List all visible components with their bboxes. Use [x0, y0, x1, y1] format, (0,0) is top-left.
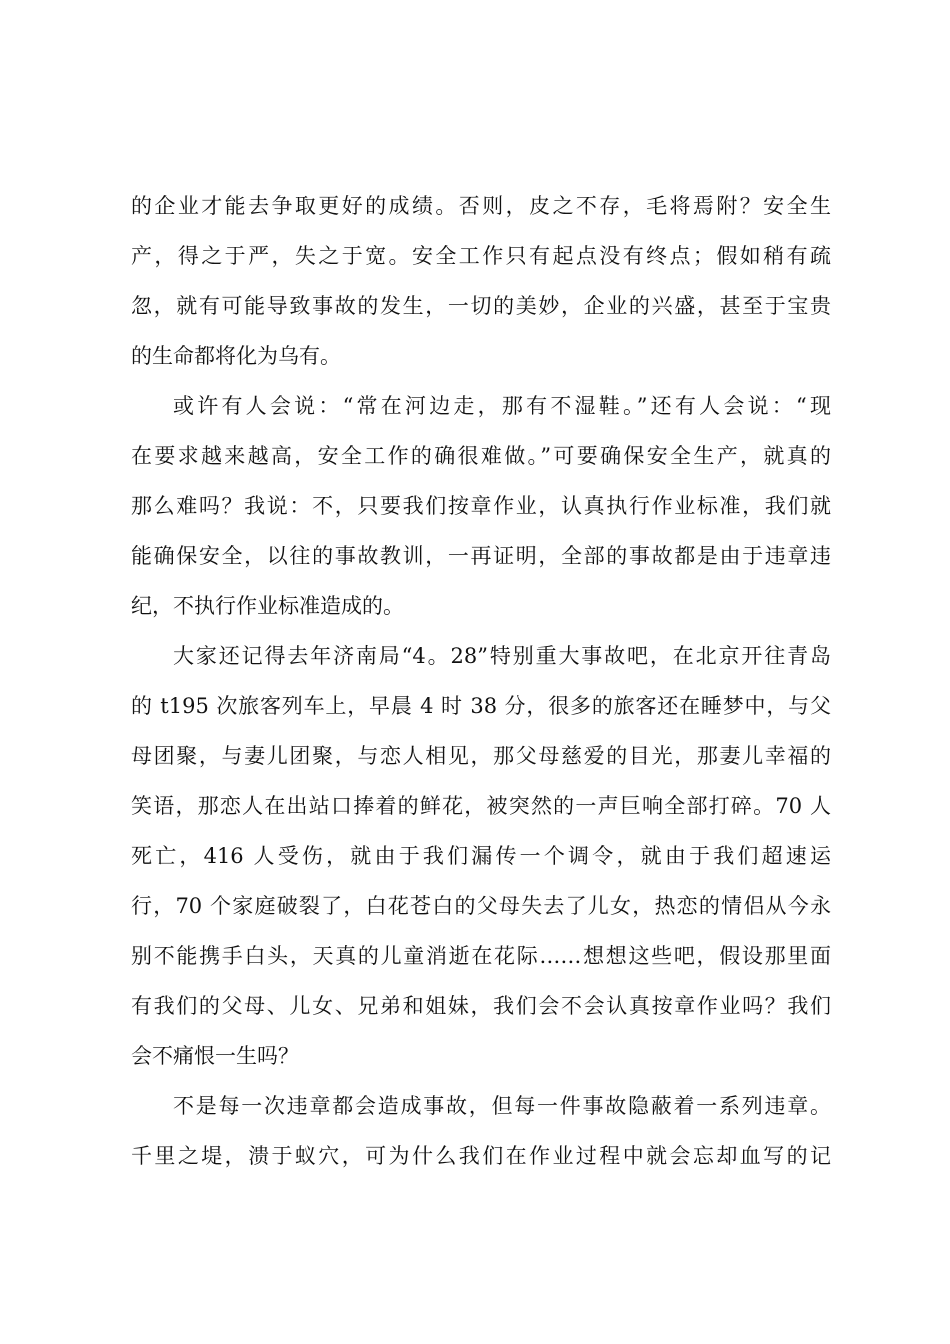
- paragraph-1: [131, 181, 831, 381]
- text-line: 母团聚，与妻儿团聚，与恋人相见，那父母慈爱的目光，那妻儿幸福的: [131, 744, 831, 768]
- paragraph-4: [131, 1081, 831, 1181]
- text-line: 的 t195 次旅客列车上，早晨 4 时 38 分，很多的旅客还在睡梦中，与父: [131, 694, 831, 718]
- text-line: 会不痛恨一生吗？: [131, 1044, 299, 1068]
- body-text: [131, 181, 831, 1181]
- text-line: 别不能携手白头，天真的儿童消逝在花际……想想这些吧，假设那里面: [131, 944, 831, 968]
- text-line: 的企业才能去争取更好的成绩。否则，皮之不存，毛将焉附？安全生: [131, 194, 831, 218]
- text-line: 或许有人会说：“常在河边走，那有不湿鞋。”还有人会说：“现: [173, 394, 831, 418]
- text-line: 千里之堤，溃于蚁穴，可为什么我们在作业过程中就会忘却血写的记: [131, 1144, 831, 1168]
- paragraph-3: [131, 631, 831, 1081]
- paragraph-2: [131, 381, 831, 631]
- text-line: 纪，不执行作业标准造成的。: [131, 594, 404, 618]
- text-line: 大家还记得去年济南局“4。28”特别重大事故吧，在北京开往青岛: [173, 644, 831, 668]
- text-line: 那么难吗？我说：不，只要我们按章作业，认真执行作业标准，我们就: [131, 494, 831, 518]
- text-line: 在要求越来越高，安全工作的确很难做。”可要确保安全生产，就真的: [131, 444, 831, 468]
- text-line: 的生命都将化为乌有。: [131, 344, 341, 368]
- text-line: 产，得之于严，失之于宽。安全工作只有起点没有终点；假如稍有疏: [131, 244, 831, 268]
- text-line: 死亡，416 人受伤，就由于我们漏传一个调令，就由于我们超速运: [131, 844, 831, 868]
- text-line: 行，70 个家庭破裂了，白花苍白的父母失去了儿女，热恋的情侣从今永: [131, 894, 831, 918]
- text-line: 有我们的父母、儿女、兄弟和姐妹，我们会不会认真按章作业吗？我们: [131, 994, 831, 1018]
- text-line: 不是每一次违章都会造成事故，但每一件事故隐蔽着一系列违章。: [173, 1094, 831, 1118]
- text-line: 笑语，那恋人在出站口捧着的鲜花，被突然的一声巨响全部打碎。70 人: [131, 794, 831, 818]
- text-line: 忽，就有可能导致事故的发生，一切的美妙，企业的兴盛，甚至于宝贵: [131, 294, 831, 318]
- text-line: 能确保安全，以往的事故教训，一再证明，全部的事故都是由于违章违: [131, 544, 831, 568]
